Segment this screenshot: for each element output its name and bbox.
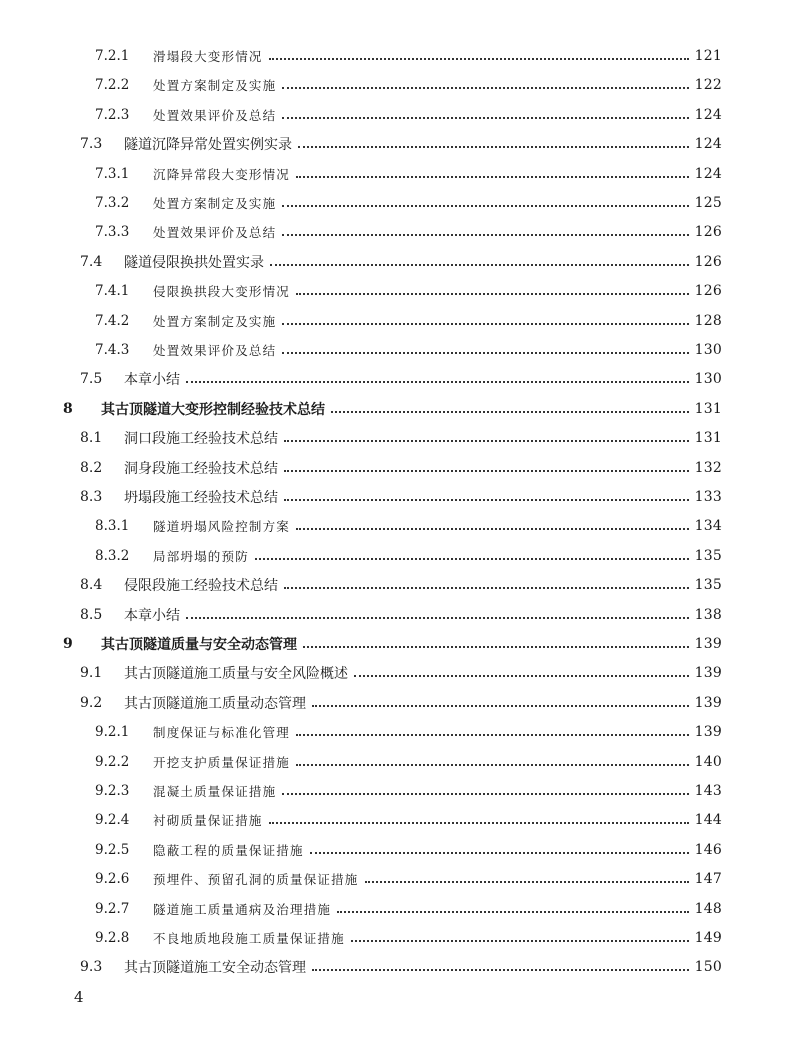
toc-entry-page: 148 <box>694 901 722 917</box>
dot-leader <box>282 234 688 236</box>
toc-entry-page: 131 <box>694 401 722 417</box>
toc-entry-number: 7.5 <box>80 371 103 387</box>
toc-entry-title: 侵限段施工经验技术总结 <box>124 578 278 594</box>
toc-entry-number: 7.2.3 <box>95 107 130 123</box>
toc-entry-title: 制度保证与标准化管理 <box>153 725 291 740</box>
toc-entry-number: 7.4.3 <box>95 342 130 358</box>
dot-leader <box>284 499 689 501</box>
toc-entry-page: 139 <box>694 724 722 740</box>
toc-entry-page: 132 <box>694 460 722 476</box>
dot-leader <box>296 764 689 766</box>
toc-entry-title: 衬砌质量保证措施 <box>153 813 263 828</box>
toc-entry-number: 7.3.3 <box>95 224 130 240</box>
toc-entry <box>80 604 722 626</box>
dot-leader <box>351 940 689 942</box>
toc-entry-title: 本章小结 <box>124 608 180 624</box>
toc-entry-page: 149 <box>694 930 722 946</box>
toc-entry-number: 9.2.2 <box>95 754 130 770</box>
toc-entry <box>80 133 722 155</box>
toc-entry <box>63 633 722 655</box>
toc-entry-number: 8.3.2 <box>95 548 130 564</box>
toc-entry <box>80 662 722 684</box>
toc-entry-number: 7.2.2 <box>95 77 130 93</box>
toc-entry-number: 9.2.8 <box>95 930 130 946</box>
toc-entry <box>95 280 722 302</box>
toc-entry-title: 处置效果评价及总结 <box>153 225 277 240</box>
toc-entry-number: 9.1 <box>80 665 103 681</box>
toc-entry <box>95 927 722 949</box>
dot-leader <box>255 558 689 560</box>
toc-entry-number: 9.2.3 <box>95 783 130 799</box>
dot-leader <box>282 352 688 354</box>
dot-leader <box>296 293 689 295</box>
dot-leader <box>312 969 689 971</box>
toc-entry-page: 135 <box>694 548 722 564</box>
dot-leader <box>270 264 689 266</box>
toc-entry-title: 沉降异常段大变形情况 <box>153 167 291 182</box>
dot-leader <box>310 852 689 854</box>
toc-entry-title: 开挖支护质量保证措施 <box>153 755 291 770</box>
toc-entry-title: 处置效果评价及总结 <box>153 343 277 358</box>
toc-entry-page: 128 <box>694 313 722 329</box>
toc-entry-page: 134 <box>694 518 722 534</box>
toc-entry <box>95 868 722 890</box>
toc-entry-title: 其古顶隧道施工质量动态管理 <box>124 696 306 712</box>
dot-leader <box>303 646 689 648</box>
toc-entry <box>95 163 722 185</box>
toc-entry-number: 9.2.1 <box>95 724 130 740</box>
toc-entry-title: 隐蔽工程的质量保证措施 <box>153 843 304 858</box>
dot-leader <box>186 617 689 619</box>
toc-entry-title: 洞口段施工经验技术总结 <box>124 431 278 447</box>
toc-entry-title: 滑塌段大变形情况 <box>153 49 263 64</box>
dot-leader <box>354 675 689 677</box>
toc-entry <box>80 486 722 508</box>
toc-entry-page: 121 <box>694 48 722 64</box>
toc-entry-title: 隧道沉降异常处置实例实录 <box>124 137 292 153</box>
toc-entry <box>80 457 722 479</box>
dot-leader <box>269 58 689 60</box>
toc-entry-number: 9.2 <box>80 695 103 711</box>
toc-entry-page: 146 <box>694 842 722 858</box>
toc-entry <box>95 515 722 537</box>
dot-leader <box>298 146 689 148</box>
toc-entry <box>95 839 722 861</box>
toc-entry-page: 124 <box>694 107 722 123</box>
toc-entry-page: 130 <box>694 371 722 387</box>
dot-leader <box>296 528 689 530</box>
toc-entry <box>95 192 722 214</box>
toc-entry-number: 9.2.5 <box>95 842 130 858</box>
dot-leader <box>284 587 689 589</box>
toc-entry-page: 139 <box>694 695 722 711</box>
toc-entry <box>95 310 722 332</box>
toc-entry-title: 侵限换拱段大变形情况 <box>153 284 291 299</box>
toc-entry-title: 处置效果评价及总结 <box>153 108 277 123</box>
toc-entry <box>95 74 722 96</box>
dot-leader <box>312 705 689 707</box>
toc-entry-title: 其古顶隧道质量与安全动态管理 <box>101 637 297 653</box>
toc-entry-title: 隧道坍塌风险控制方案 <box>153 519 291 534</box>
toc-entry-title: 处置方案制定及实施 <box>153 314 277 329</box>
toc-entry-title: 其古顶隧道施工安全动态管理 <box>124 960 306 976</box>
toc-entry-title: 坍塌段施工经验技术总结 <box>124 490 278 506</box>
toc-entry-page: 135 <box>694 577 722 593</box>
toc-entry <box>80 692 722 714</box>
toc-entry-title: 其古顶隧道大变形控制经验技术总结 <box>101 402 325 418</box>
toc-entry-page: 122 <box>694 77 722 93</box>
toc-entry-page: 147 <box>694 871 722 887</box>
dot-leader <box>296 176 689 178</box>
toc-entry-page: 124 <box>694 136 722 152</box>
dot-leader <box>282 87 688 89</box>
toc-entry-number: 8.1 <box>80 430 103 446</box>
toc-entry-title: 其古顶隧道施工质量与安全风险概述 <box>124 666 348 682</box>
toc-entry-page: 139 <box>694 636 722 652</box>
toc-entry-title: 不良地质地段施工质量保证措施 <box>153 931 345 946</box>
toc-entry-page: 139 <box>694 665 722 681</box>
toc-entry-title: 洞身段施工经验技术总结 <box>124 461 278 477</box>
toc-entry-page: 130 <box>694 342 722 358</box>
toc-entry-number: 9.3 <box>80 959 103 975</box>
toc-entry <box>95 45 722 67</box>
toc-entry-number: 8.2 <box>80 460 103 476</box>
toc-entry <box>95 545 722 567</box>
toc-entry-page: 150 <box>694 959 722 975</box>
toc-entry-page: 125 <box>694 195 722 211</box>
toc-entry-title: 隧道施工质量通病及治理措施 <box>153 902 332 917</box>
toc-entry-number: 8.3 <box>80 489 103 505</box>
toc-entry <box>95 104 722 126</box>
toc-entry-page: 126 <box>694 254 722 270</box>
toc-entry-number: 9.2.4 <box>95 812 130 828</box>
toc-entry-title: 处置方案制定及实施 <box>153 78 277 93</box>
toc-entry-title: 预埋件、预留孔洞的质量保证措施 <box>153 872 359 887</box>
dot-leader <box>284 440 689 442</box>
dot-leader <box>282 117 688 119</box>
toc-entry-title: 本章小结 <box>124 372 180 388</box>
toc-entry-number: 9.2.7 <box>95 901 130 917</box>
toc-entry <box>80 574 722 596</box>
toc-entry-page: 144 <box>694 812 722 828</box>
toc-entry <box>80 427 722 449</box>
page-number: 4 <box>74 988 84 1006</box>
dot-leader <box>331 411 689 413</box>
toc-entry-number: 9 <box>63 636 73 652</box>
toc-entry-page: 143 <box>694 783 722 799</box>
toc-entry <box>95 898 722 920</box>
toc-entry-number: 9.2.6 <box>95 871 130 887</box>
dot-leader <box>337 911 689 913</box>
toc-entry-title: 隧道侵限换拱处置实录 <box>124 255 264 271</box>
toc-entry-number: 7.3 <box>80 136 103 152</box>
toc-entry-number: 8.3.1 <box>95 518 130 534</box>
dot-leader <box>284 470 689 472</box>
toc-entry <box>95 809 722 831</box>
toc-entry-number: 7.3.2 <box>95 195 130 211</box>
toc-entry-page: 126 <box>694 283 722 299</box>
dot-leader <box>365 881 689 883</box>
toc-entry-number: 7.4 <box>80 254 103 270</box>
toc-entry <box>80 956 722 978</box>
toc-entry-title: 混凝土质量保证措施 <box>153 784 277 799</box>
toc-entry-number: 7.4.1 <box>95 283 130 299</box>
toc-entry-page: 126 <box>694 224 722 240</box>
toc-entry-number: 8.5 <box>80 607 103 623</box>
toc-entry <box>95 339 722 361</box>
toc-entry-page: 133 <box>694 489 722 505</box>
toc-entry <box>63 398 722 420</box>
toc-entry <box>95 221 722 243</box>
toc-entry-page: 140 <box>694 754 722 770</box>
dot-leader <box>296 734 689 736</box>
toc-entry-number: 8.4 <box>80 577 103 593</box>
toc-entry-page: 138 <box>694 607 722 623</box>
toc-entry-number: 7.2.1 <box>95 48 130 64</box>
dot-leader <box>186 381 689 383</box>
dot-leader <box>282 205 688 207</box>
dot-leader <box>282 323 688 325</box>
toc-entry-number: 7.3.1 <box>95 166 130 182</box>
dot-leader <box>269 822 689 824</box>
toc-entry <box>95 721 722 743</box>
toc-entry-number: 8 <box>63 401 73 417</box>
toc-entry <box>95 751 722 773</box>
toc-entry <box>80 368 722 390</box>
toc-entry <box>80 251 722 273</box>
toc-entry-page: 131 <box>694 430 722 446</box>
toc-entry-title: 处置方案制定及实施 <box>153 196 277 211</box>
toc-entry <box>95 780 722 802</box>
toc-entry-title: 局部坍塌的预防 <box>153 549 249 564</box>
toc-entry-number: 7.4.2 <box>95 313 130 329</box>
toc-entry-page: 124 <box>694 166 722 182</box>
dot-leader <box>282 793 688 795</box>
